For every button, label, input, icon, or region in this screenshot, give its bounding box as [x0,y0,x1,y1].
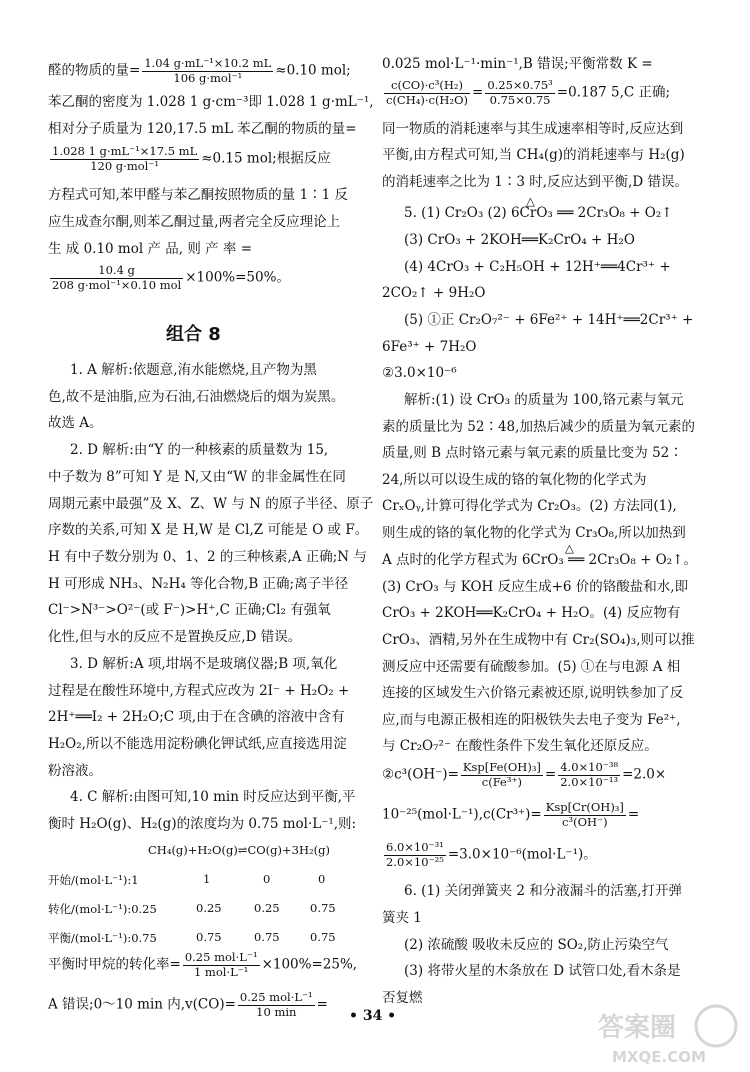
text: ×100%=25%, [261,956,358,973]
denominator: 2.0×10⁻¹³ [560,774,619,789]
denominator: 106 g·mol⁻¹ [173,70,243,85]
text-line: 0.025 mol·L⁻¹·min⁻¹,B 错误;平衡常数 K = [382,56,653,72]
heat-symbol: △ [565,541,574,555]
numerator: 0.25×0.75³ [487,78,553,92]
denominator: c(Fe³⁺) [481,774,523,789]
page-number: • 34 • [349,1008,397,1024]
denominator: 1 mol·L⁻¹ [193,964,249,979]
text-line: 5. (1) Cr₂O₃ (2) 6CrO₃ ══ 2Cr₃O₈ + O₂↑ [404,205,673,221]
text-line: H 有中子数分别为 0、1、2 的三种核素,A 正确;N 与 [48,549,367,565]
text-line: ②3.0×10⁻⁶ [382,365,457,381]
text-line [48,952,357,978]
text-line: 的消耗速率之比为 1∶3 时,反应达到平衡,D 错误。 [382,174,688,190]
text-line: CrₓOᵧ,计算可得化学式为 Cr₂O₃。(2) 方法同(1), [382,498,677,514]
text-line [382,762,666,788]
text: =2.0× [622,766,667,783]
text: A 错误;0～10 min 内,v(CO)= [48,996,236,1013]
denominator: c³(OH⁻) [562,814,608,829]
table-row-label: 开始/(mol·L⁻¹):1 [48,873,139,887]
text-line: (3) CrO₃ 与 KOH 反应生成+6 价的铬酸盐和水,即 [382,579,689,595]
text-line: 连接的区域发生六价铬元素被还原,说明铁参加了反 [382,685,684,701]
text-line: 否复燃 [382,990,423,1006]
text-line: 苯乙酮的密度为 1.028 1 g·cm⁻³即 1.028 1 g·mL⁻¹, [48,94,374,110]
fraction [183,952,260,978]
text: 10⁻²⁵(mol·L⁻¹),c(Cr³⁺)= [382,806,542,823]
denominator: 0.75×0.75 [489,92,551,107]
text: = [316,996,328,1013]
numerator: 10.4 g [50,265,183,279]
text-line: Cl⁻>N³⁻>O²⁻(或 F⁻)>H⁺,C 正确;Cl₂ 有强氧 [48,602,331,618]
text-line [382,842,597,868]
text-line: 应生成查尔酮,则苯乙酮过量,两者完全反应理论上 [48,214,341,230]
text-line: (4) 4CrO₃ + C₂H₅OH + 12H⁺══4Cr³⁺ + [404,259,671,275]
fraction [142,58,273,84]
fraction [558,762,620,788]
text-line: 方程式可知,苯甲醛与苯乙酮按照物质的量 1∶1 反 [48,187,349,203]
table-equation: CH₄(g)+H₂O(g)⇌CO(g)+3H₂(g) [148,843,330,857]
text-line: 质量,则 B 点时铬元素与氧元素的质量比变为 52∶ [382,445,683,461]
text-line: CrO₃、酒精,另外在生成物中有 Cr₂(SO₄)₃,则可以推 [382,632,695,648]
text-line: 化性,但与水的反应不是置换反应,D 错误。 [48,629,302,645]
text-line: 1. A 解析:依题意,洧水能燃烧,且产物为黑 [70,362,317,378]
table-row-label: 转化/(mol·L⁻¹):0.25 [48,902,157,916]
fraction [461,762,543,788]
fraction [485,80,554,106]
text-line: 3. D 解析:A 项,坩埚不是玻璃仪器;B 项,氧化 [70,656,338,672]
table-cell: 0.25 [196,901,222,915]
text-line: 2CO₂↑ + 9H₂O [382,285,486,301]
denominator: 2.0×10⁻²⁵ [386,854,444,869]
table-cell: 0.25 [254,901,280,915]
text-line: 色,故不是油脂,应为石油,石油燃烧后的烟为炭黑。 [48,389,345,405]
text-line: 与 Cr₂O₇²⁻ 在酸性条件下发生氧化还原反应。 [382,738,658,754]
text: ≈0.15 mol;根据反应 [201,150,331,167]
text-line: 则生成的铬的氧化物的化学式为 Cr₃O₈,所以加热到 [382,525,686,541]
denominator: 208 g·mol⁻¹×0.10 mol [52,277,182,292]
text-line: 中子数为 8”可知 Y 是 N,又由“W 的非金属性在同 [48,469,346,485]
text-line: 序数的关系,可知 X 是 H,W 是 Cl,Z 可能是 O 或 F。 [48,522,369,538]
text-line: 4. C 解析:由图可知,10 min 时反应达到平衡,平 [70,789,356,805]
text-line: 簧夹 1 [382,910,422,926]
text-line: 素的质量比为 52∶48,加热后减少的质量为氧元素的 [382,419,695,435]
text-line [48,265,290,291]
text: ②c³(OH⁻)= [382,766,459,783]
table-cell: 0.75 [310,930,336,944]
text-line [382,80,670,106]
text-line [48,58,351,84]
text: 醛的物质的量= [48,62,141,79]
text-line [382,802,639,828]
text-line: H₂O₂,所以不能选用淀粉碘化钾试纸,应直接选用淀 [48,736,347,752]
text: ×100%=50%。 [185,269,290,286]
numerator: c(CO)·c³(H₂) [384,80,470,94]
text-line: 过程是在酸性环境中,方程式应改为 2I⁻ + H₂O₂ + [48,683,350,699]
text-line: 生 成 0.10 mol 产 品, 则 产 率 = [48,241,253,257]
text-line: 6. (1) 关闭弹簧夹 2 和分液漏斗的活塞,打开弹 [404,883,683,899]
table-row-label: 平衡/(mol·L⁻¹):0.75 [48,931,157,945]
text-line: CrO₃ + 2KOH══K₂CrO₄ + H₂O。(4) 反应物有 [382,605,681,621]
text-line: 同一物质的消耗速率与其生成速率相等时,反应达到 [382,121,684,137]
numerator: 0.25 mol·L⁻¹ [239,990,313,1004]
numerator: 0.25 mol·L⁻¹ [184,950,258,964]
numerator: 1.028 1 g·mL⁻¹×17.5 mL [52,144,198,158]
denominator: 120 g·mol⁻¹ [90,158,160,173]
fraction [50,265,183,291]
text-line: 应,而与电源正极相连的阳极铁失去电子变为 Fe²⁺, [382,712,681,728]
numerator: Ksp[Fe(OH)₃] [462,760,541,774]
watermark-logo [592,1002,742,1068]
table-cell: 0 [263,872,271,886]
numerator: 6.0×10⁻³¹ [386,840,444,854]
table-cell: 0.75 [196,930,222,944]
text-line: 6Fe³⁺ + 7H₂O [382,339,477,355]
text: = [627,806,640,823]
numerator: 1.04 g·mL⁻¹×10.2 mL [144,56,272,70]
fraction [544,802,626,828]
text: =0.187 5,C 正确; [556,84,671,101]
watermark-url: MXQE.COM [612,1048,706,1066]
text: 平衡时甲烷的转化率= [48,956,181,973]
text-line: (3) CrO₃ + 2KOH══K₂CrO₄ + H₂O [404,232,635,248]
text-line: 粉溶液。 [48,763,102,779]
numerator: 4.0×10⁻³⁸ [560,760,619,774]
watermark-title: 答案圈 [598,1013,677,1043]
text-line [48,146,331,172]
table-cell: 0.75 [310,901,336,915]
text: = [472,84,484,101]
table-cell: 1 [203,872,211,886]
text-line: 解析:(1) 设 CrO₃ 的质量为 100,铬元素与氧元 [404,392,684,408]
text-line: (3) 将带火星的木条放在 D 试管口处,看木条是 [404,963,681,979]
fraction [238,992,315,1018]
text-line: 相对分子质量为 120,17.5 mL 苯乙酮的物质的量= [48,121,357,137]
text-line: 测反应中还需要有硫酸参加。(5) ①在与电源 A 相 [382,659,681,675]
denominator: 10 min [256,1004,297,1019]
numerator: Ksp[Cr(OH)₃] [545,800,624,814]
text-line: (2) 浓硫酸 吸收未反应的 SO₂,防止污染空气 [404,937,669,953]
text-line: 衡时 H₂O(g)、H₂(g)的浓度均为 0.75 mol·L⁻¹,则: [48,816,357,832]
text-line: 2H⁺══I₂ + 2H₂O;C 项,由于在含碘的溶液中含有 [48,709,345,725]
section-heading: 组合 8 [166,324,221,345]
text-line: 24,所以可以设生成的铬的氧化物的化学式为 [382,472,647,488]
table-cell: 0.75 [254,930,280,944]
fraction [50,146,199,172]
text: =3.0×10⁻⁶(mol·L⁻¹)。 [447,846,597,863]
text: = [544,766,557,783]
heat-symbol: △ [526,194,535,208]
fraction [384,80,470,106]
table-cell: 0 [318,872,326,886]
fraction [384,842,446,868]
text-line: 2. D 解析:由“Y 的一种核素的质量数为 15, [70,442,329,458]
text-line: 平衡,由方程式可知,当 CH₄(g)的消耗速率与 H₂(g) [382,147,685,163]
text-line: H 可形成 NH₃、N₂H₄ 等化合物,B 正确;离子半径 [48,576,349,592]
text-line: A 点时的化学方程式为 6CrO₃ ══ 2Cr₃O₈ + O₂↑。 [382,552,697,568]
text-line: 故选 A。 [48,415,103,431]
text-line: (5) ①正 Cr₂O₇²⁻ + 6Fe²⁺ + 14H⁺══2Cr³⁺ + [404,312,694,328]
text: ≈0.10 mol; [275,62,351,79]
denominator: c(CH₄)·c(H₂O) [386,92,468,107]
text-line: 周期元素中最强”及 X、Z、W 与 N 的原子半径、原子 [48,496,374,512]
text-line [48,992,328,1018]
